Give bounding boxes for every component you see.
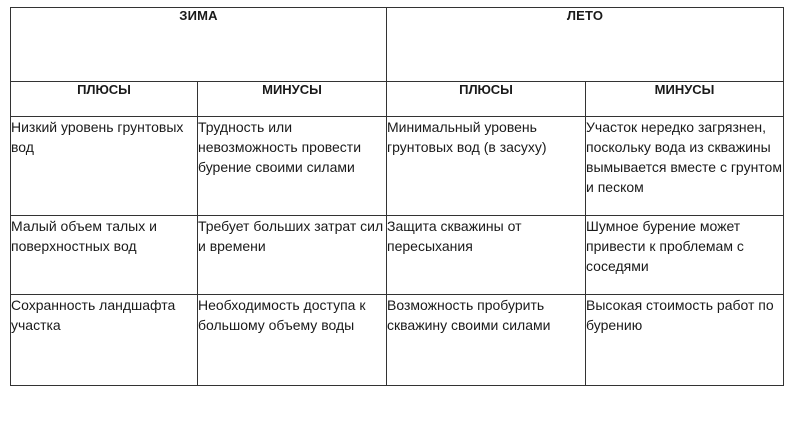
cell-text: Требует больших затрат сил и времени <box>198 218 384 254</box>
winter-cons-header: МИНУСЫ <box>198 82 387 117</box>
cell-text: Малый объем талых и поверхностных вод <box>11 218 157 254</box>
cell-text: Защита скважины от пересыхания <box>387 218 522 254</box>
cell-text: Низкий уровень грунтовых вод <box>11 119 184 155</box>
winter-pros-header: ПЛЮСЫ <box>11 82 198 117</box>
table-row <box>11 295 784 386</box>
season-winter-header: ЗИМА <box>11 8 387 82</box>
summer-cons-header: МИНУСЫ <box>586 82 784 117</box>
cell-text: Трудность или невозможность провести бурение своими силами <box>198 119 362 175</box>
winter-cons-cell <box>198 117 387 216</box>
summer-pros-cell <box>387 295 586 386</box>
summer-cons-cell <box>586 216 784 295</box>
summer-pros-cell <box>387 216 586 295</box>
summer-pros-header: ПЛЮСЫ <box>387 82 586 117</box>
cell-text: Необходимость доступа к большому объему воды <box>198 297 366 333</box>
winter-pros-cell <box>11 216 198 295</box>
winter-cons-cell <box>198 295 387 386</box>
summer-cons-cell <box>586 295 784 386</box>
cell-text: Возможность пробурить скважину своими силами <box>387 297 551 333</box>
summer-cons-cell <box>586 117 784 216</box>
cell-text: Участок нередко загрязнен, поскольку вода из скважины вымывается вместе с грунтом и песком <box>586 119 782 195</box>
summer-pros-cell <box>387 117 586 216</box>
season-header-row <box>11 8 784 82</box>
cell-text: Сохранность ландшафта участка <box>11 297 176 333</box>
cell-text: Высокая стоимость работ по бурению <box>586 297 774 333</box>
winter-cons-cell <box>198 216 387 295</box>
winter-pros-cell <box>11 117 198 216</box>
table-row <box>11 117 784 216</box>
cell-text: Минимальный уровень грунтовых вод (в засуху) <box>387 119 547 155</box>
comparison-table <box>10 7 784 386</box>
table-row <box>11 216 784 295</box>
season-summer-header: ЛЕТО <box>387 8 784 82</box>
winter-pros-cell <box>11 295 198 386</box>
column-header-row <box>11 82 784 117</box>
cell-text: Шумное бурение может привести к проблемам с соседями <box>586 218 744 274</box>
